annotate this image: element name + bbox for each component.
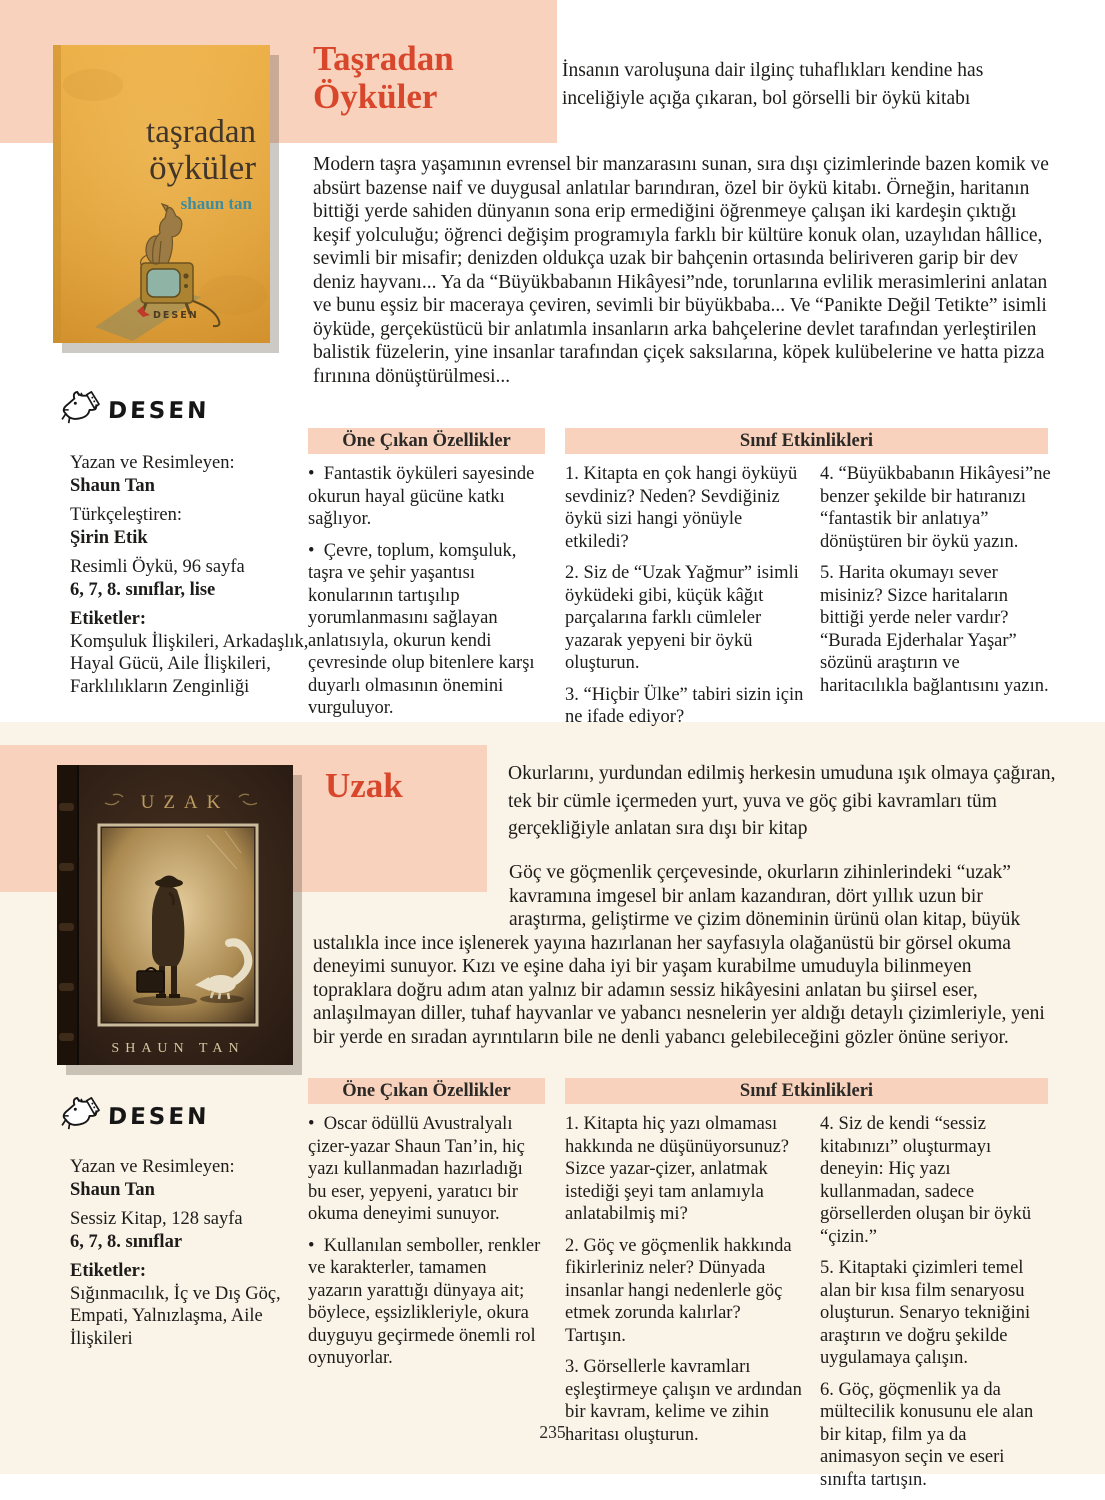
activity-item: 5. Harita okumayı sever misiniz? Sizce haritaların bittiği yerde neler vardır? “Burada Ejderhalar Yaşar” sözünü araştırın ve haritacılıkla bağlantısını yazın.	[820, 563, 1049, 696]
activity-item: 1. Kitapta hiç yazı olmaması hakkında ne düşünüyorsunuz? Sizce yazar-çizer, anlatmak istediği şeyi tam anlamıyla anlatabilmiş mi?	[565, 1114, 790, 1224]
imprint-wordmark: DESEN	[107, 1103, 210, 1130]
activity-item: 2. Siz de “Uzak Yağmur” isimli öyküdeki gibi, küçük kâğıt parçalarına farklı cümleler yazarak yepyeni bir öykü oluşturun.	[565, 563, 799, 673]
page-number: 235	[539, 1422, 566, 1442]
feature-item: • Çevre, toplum, komşuluk, taşra ve şehir yaşantısı konularının tartışılıp yorumlanmasını sağlayan anlatısıyla, okurun kendi çevresinde olup bitenlere karşı duyarlı olmasının önemini vurguluyor.	[308, 540, 545, 720]
book1-credits	[70, 452, 312, 705]
book1-features-header: Öne Çıkan Özellikler	[308, 428, 545, 454]
activity-item: 4. Siz de kendi “sessiz kitabınızı” oluşturmayı deneyin: Hiç yazı kullanmadan, sadece görsellerden oluşan bir öykü “çizin.”	[820, 1114, 1032, 1247]
book2-activities-header: Sınıf Etkinlikleri	[565, 1078, 1048, 1104]
activity-item: 3. “Hiçbir Ülke” tabiri sizin için ne ifade ediyor?	[565, 684, 804, 727]
credit-author: Yazan ve Resimleyen: Shaun Tan	[70, 1157, 235, 1200]
book2-description: Göç ve göçmenlik çerçevesinde, okurların zihinlerindeki “uzak” kavramına imgesel bir anlam kazandıran, dört yıllık uzun bir araştırma, geliştirme ve çizim döneminin ürünü olan kitap, büyük ustalıkla ince ince işlenerek yayına hazırlanan her sayfasıyla olağanüstü bir görsel okuma deneyimi sunuyor. Kızı ve eşine daha iyi bir yaşam kurabilme umuduyla bilinmeyen topraklara doğru adım atan yalnız bir adamın sessiz hikâyesini anlatan bu şiirsel eser, anlaşılmayan diller, tuhaf hayvanlar ve yabancı nesnelerin yer aldığı detaylı çizimleriyle, yeni bir yerde en sıradan ayrıntıların bile ne denli yabancı gelebileceğini gözler önüne seriyor.	[313, 862, 1045, 1048]
book2-tagline: Okurlarını, yurdundan edilmiş herkesin umuduna ışık olmaya çağıran, tek bir cümle içermeden yurt, yuva ve göç gibi kavramları tüm gerçekliğiyle anlatan sıra dışı bir kitap	[508, 763, 1056, 839]
book2-cover-art	[57, 765, 293, 1065]
svg-text:DESEN: DESEN	[153, 310, 199, 321]
book1-features-list	[308, 463, 545, 729]
horse-icon	[60, 390, 102, 431]
credit-format: Resimli Öykü, 96 sayfa 6, 7, 8. sınıflar, lise	[70, 557, 245, 600]
credit-format: Sessiz Kitap, 128 sayfa 6, 7, 8. sınıflar	[70, 1209, 243, 1252]
book2-title: Uzak	[325, 766, 403, 805]
activity-item: 5. Kitaptaki çizimleri temel alan bir kısa film senaryosu oluşturun. Senaryo tekniğini araştırın ve doğru şekilde uygulamaya çalışın.	[820, 1258, 1031, 1368]
credit-author: Yazan ve Resimleyen: Shaun Tan	[70, 453, 235, 496]
cover1-author: shaun tan	[180, 194, 252, 213]
cover2-title: UZAK	[140, 792, 230, 813]
book1-description: Modern taşra yaşamının evrensel bir manzarasını sunan, sıra dışı çizimlerinde bazen komik ve absürt bazense naif ve duygusal anlatılar barındıran, özel bir öykü kitabı. Örneğin, haritanın bittiği yerde sahiden dünyanın sona erip ermediğini öğrenmeye çalışan iki kardeşin çıktığı keşif yolculuğu; öğrenci değişim programıyla farklı bir kültüre konuk olan, uzaylıdan hâllice, sevimli bir misafir; denizden oldukça uzak bir bahçenin ortasında beliriveren garip bir dev deniz hayvanı... Ya da “Büyükbabanın Hikâyesi”nde, torunlarına evlilik merasimlerini anlatan ve bunu eşsiz bir maceraya çeviren, sevimli bir büyükbaba... Ve “Panikte Değil Tetikte” isimli öyküde, gerçeküstücü bir anlatımla insanların arka bahçelerine devlet tarafından yerleştirilen balistik füzelerin, yine insanlar tarafından çiçek saksılarına, köpek kulübelerine ve hatta pizza fırınına dönüştürülmesi...	[313, 154, 1049, 387]
book1-activities-header: Sınıf Etkinlikleri	[565, 428, 1048, 454]
book1-title: Taşradan Öyküler	[313, 39, 454, 116]
text-wrap-spacer	[313, 861, 509, 909]
credit-tags: Etiketler: Sığınmacılık, İç ve Dış Göç, Empati, Yalnızlaşma, Aile İlişkileri	[70, 1261, 281, 1349]
activity-item: 2. Göç ve göçmenlik hakkında fikirleriniz neler? Dünyada insanlar hangi nedenlerle göç etmek zorunda kalırlar? Tartışın.	[565, 1235, 792, 1346]
activity-item: 6. Göç, göçmenlik ya da mültecilik konusunu ele alan bir kitap, film ya da animasyon seçin ve eseri sınıfta tartışın.	[820, 1379, 1034, 1490]
desen-imprint-logo	[60, 390, 209, 431]
activity-item: 4. “Büyükbabanın Hikâyesi”ne benzer şekilde bir hatıranızı “fantastik bir anlatıya” dönüştüren bir öykü yazın.	[820, 464, 1051, 552]
book1-cover-art	[53, 45, 270, 343]
credit-translator: Türkçeleştiren: Şirin Etik	[70, 505, 182, 548]
book2-features-header: Öne Çıkan Özellikler	[308, 1078, 545, 1104]
feature-item: • Fantastik öyküleri sayesinde okurun hayal gücüne katkı sağlıyor.	[308, 463, 545, 531]
feature-item: • Kullanılan semboller, renkler ve karakterler, tamamen yazarın yarattığı dünyaya ait; böylece, eşsizlikleriyle, okura duyguyu geçirmede önemli rol oynuyorlar.	[308, 1235, 545, 1370]
book2-activities-col1	[565, 1113, 804, 1455]
desen-imprint-logo	[60, 1096, 209, 1137]
cover2-author: SHAUN TAN	[111, 1041, 245, 1056]
book1-tagline: İnsanın varoluşuna dair ilginç tuhaflıkları kendine has inceliğiyle açığa çıkaran, bol görselli bir öykü kitabı	[562, 60, 984, 109]
horse-icon	[60, 1096, 102, 1137]
book2-credits	[70, 1156, 318, 1357]
book1-cover-image	[53, 45, 270, 343]
imprint-wordmark: DESEN	[107, 397, 210, 424]
book2-cover-image	[57, 765, 293, 1065]
activity-item: 1. Kitapta en çok hangi öyküyü sevdiniz? Neden? Sevdiğiniz öykü sizi hangi yönüyle etkiledi?	[565, 464, 798, 552]
book2-features-list	[308, 1113, 545, 1379]
activity-item: 3. Görsellerle kavramları eşleştirmeye çalışın ve ardından bir kavram, kelime ve zihin haritası oluşturun.	[565, 1357, 802, 1445]
cover1-title-line2: öyküler	[149, 148, 256, 187]
cover1-title-line1: taşradan	[146, 114, 256, 150]
feature-item: • Oscar ödüllü Avustralyalı çizer-yazar Shaun Tan’in, hiç yazı kullanmadan hazırladığı bu eser, yepyeni, yaratıcı bir okuma deneyimi sunuyor.	[308, 1113, 545, 1226]
credit-tags: Etiketler: Komşuluk İlişkileri, Arkadaşlık, Hayal Gücü, Aile İlişkileri, Farklılıkların Zenginliği	[70, 609, 309, 697]
book1-activities-col1	[565, 463, 804, 738]
book1-activities-col2	[820, 463, 1051, 706]
